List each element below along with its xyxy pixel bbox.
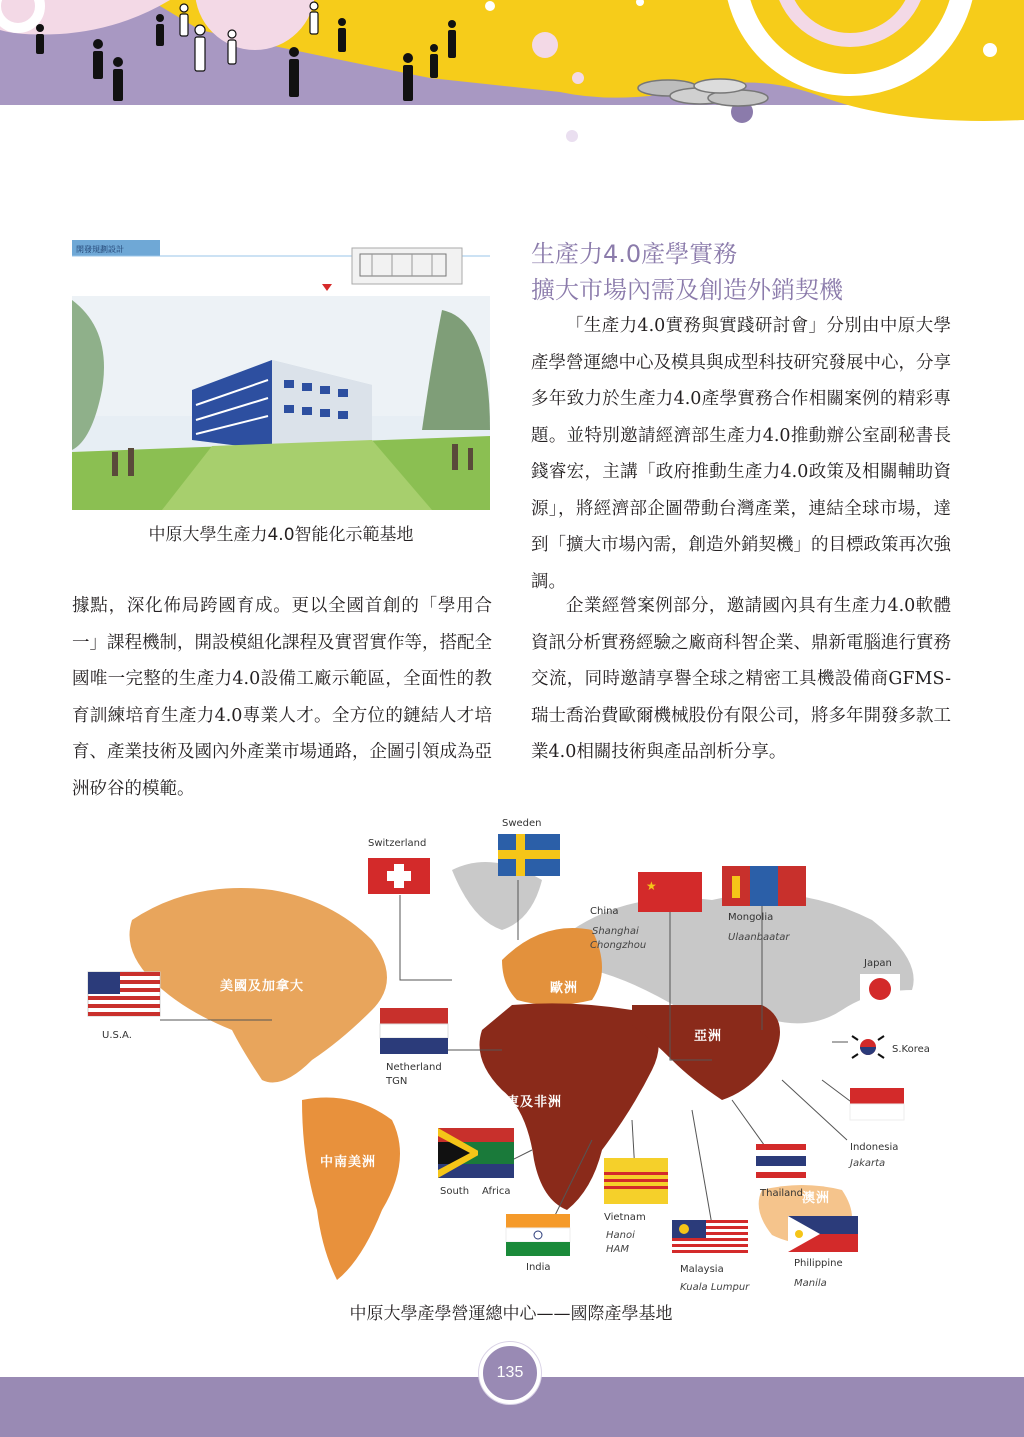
right-paragraph-1: 「生產力4.0實務與實踐研討會」分別由中原大學產學營運總中心及模具與成型科技研究發展中心，分享多年致力於生產力4.0產學實務合作相關案例的精彩專題。並特別邀請經濟部生產力4.0推動辦公室副秘書長錢睿宏，主講「政府推動生產力4.0政策及相關輔助資源」，將經濟部企圖帶動台灣產業，連結全球市場，達到「擴大市場內需，創造外銷契機」的目標政策再次強調。 bbox=[531, 316, 951, 592]
page-number-badge bbox=[479, 1342, 541, 1404]
flag-malaysia bbox=[672, 1220, 748, 1254]
label-philippine: Philippine bbox=[794, 1258, 843, 1269]
heading-line-1: 生產力4.0產學實務 bbox=[531, 240, 738, 268]
label-india: India bbox=[526, 1262, 551, 1273]
flag-india bbox=[506, 1214, 570, 1256]
left-paragraph: 據點，深化佈局跨國育成。更以全國首創的「學用合一」課程機制，開設模組化課程及實習實作等，搭配全國唯一完整的生產力4.0設備工廠示範區，全面性的教育訓練培育生產力4.0專業人才。全方位的鏈結人才培育、產業技術及國內外產業市場通路，企圖引領成為亞洲矽谷的模範。 bbox=[72, 596, 492, 799]
flag-usa bbox=[88, 972, 160, 1016]
label-malaysia-city: Kuala Lumpur bbox=[680, 1282, 750, 1293]
label-korea: S.Korea bbox=[892, 1044, 930, 1055]
region-label-oceania: 澳洲 bbox=[802, 1191, 831, 1206]
header-banner bbox=[0, 0, 1024, 160]
label-south-africa-1: South bbox=[440, 1186, 470, 1197]
region-label-europe: 歐洲 bbox=[550, 981, 579, 996]
flag-thailand bbox=[756, 1144, 806, 1178]
flag-netherlands bbox=[380, 1008, 448, 1054]
region-label-mideast-africa: 中東及非洲 bbox=[492, 1095, 563, 1110]
flag-japan bbox=[860, 974, 900, 1004]
label-netherlands: Netherland bbox=[386, 1062, 442, 1073]
flag-china bbox=[638, 872, 702, 912]
label-philippine-city: Manila bbox=[794, 1278, 827, 1289]
label-mongolia: Mongolia bbox=[728, 912, 774, 923]
world-map-caption: 中原大學產學營運總中心——國際產學基地 bbox=[349, 1304, 673, 1324]
label-mongolia-city: Ulaanbaatar bbox=[728, 932, 790, 943]
heading-line-2: 擴大市場內需及創造外銷契機 bbox=[531, 276, 843, 304]
label-vietnam: Vietnam bbox=[604, 1212, 646, 1223]
site-plan-thumbnail bbox=[322, 248, 462, 291]
label-vietnam-city1: Hanoi bbox=[606, 1230, 635, 1241]
flag-sweden bbox=[498, 834, 560, 876]
world-map-figure bbox=[72, 810, 950, 1300]
flag-switzerland bbox=[368, 858, 430, 894]
label-china: China bbox=[590, 906, 619, 917]
flag-vietnam bbox=[604, 1158, 668, 1204]
label-switzerland: Switzerland bbox=[368, 838, 427, 849]
label-netherlands-sub: TGN bbox=[386, 1076, 408, 1087]
label-japan: Japan bbox=[864, 958, 892, 969]
label-indonesia-city: Jakarta bbox=[850, 1158, 886, 1169]
flag-korea bbox=[848, 1032, 888, 1062]
article-heading bbox=[531, 236, 961, 308]
region-label-asia: 亞洲 bbox=[694, 1029, 723, 1044]
flag-indonesia bbox=[850, 1088, 904, 1120]
building-caption: 中原大學生產力4.0智能化示範基地 bbox=[148, 525, 414, 545]
label-south-africa-2: Africa bbox=[482, 1186, 511, 1197]
flag-mongolia bbox=[722, 866, 806, 906]
label-china-city1: Shanghai bbox=[592, 926, 639, 937]
building-photo bbox=[72, 296, 490, 510]
svg-text:★: ★ bbox=[646, 879, 657, 893]
label-malaysia: Malaysia bbox=[680, 1264, 724, 1275]
page-number: 135 bbox=[496, 1364, 524, 1381]
flag-south-africa bbox=[438, 1128, 514, 1178]
label-usa: U.S.A. bbox=[102, 1030, 132, 1041]
flag-philippine bbox=[788, 1216, 858, 1252]
header-artwork bbox=[0, 0, 1024, 160]
south-america-shape bbox=[302, 1098, 400, 1281]
region-label-north-america: 美國及加拿大 bbox=[220, 979, 305, 994]
label-thailand: Thailand bbox=[760, 1188, 803, 1199]
building-rendering-figure bbox=[72, 240, 490, 512]
inset-label: 開發規劃設計 bbox=[76, 245, 124, 254]
label-vietnam-city2: HAM bbox=[606, 1244, 629, 1255]
label-china-city2: Chongzhou bbox=[590, 940, 647, 951]
right-paragraph-2: 企業經營案例部分，邀請國內具有生產力4.0軟體資訊分析實務經驗之廠商科智企業、鼎新電腦進行實務交流，同時邀請享譽全球之精密工具機設備商GFMS-瑞士喬治費歐爾機械股份有限公司，將多年開發多款工業4.0相關技術與產品剖析分享。 bbox=[531, 596, 951, 762]
region-label-south-america: 中南美洲 bbox=[320, 1155, 377, 1170]
label-indonesia: Indonesia bbox=[850, 1142, 899, 1153]
label-sweden: Sweden bbox=[502, 818, 542, 829]
